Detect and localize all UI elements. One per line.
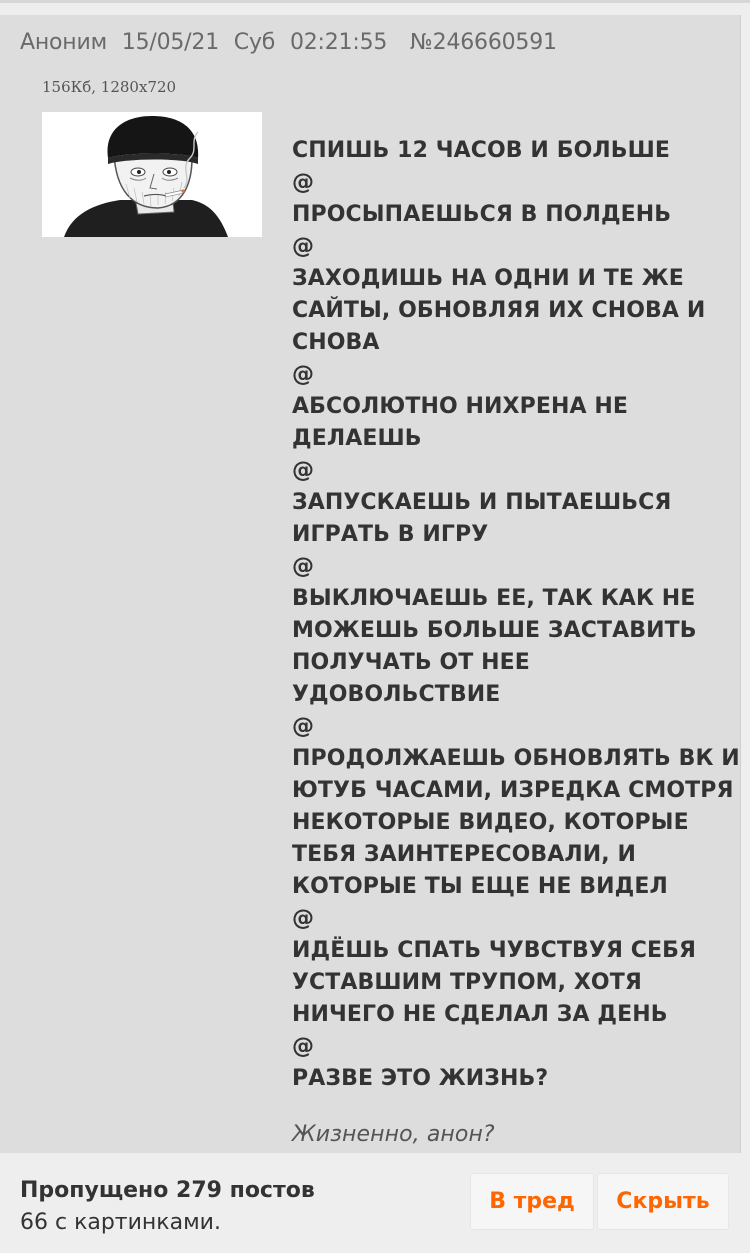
message-line: ИДЁШЬ СПАТЬ ЧУВСТВУЯ СЕБЯ: [292, 938, 697, 963]
message-line: ЗАПУСКАЕШЬ И ПЫТАЕШЬСЯ: [292, 490, 672, 515]
message-spacer: [292, 1095, 732, 1119]
message-line: НЕКОТОРЫЕ ВИДЕО, КОТОРЫЕ: [292, 810, 689, 835]
message-line: УСТАВШИМ ТРУПОМ, ХОТЯ: [292, 970, 642, 995]
message-line: МОЖЕШЬ БОЛЬШЕ ЗАСТАВИТЬ: [292, 618, 697, 643]
message-line: ТЕБЯ ЗАИНТЕРЕСОВАЛИ, И: [292, 842, 637, 867]
message-line: СПИШЬ 12 ЧАСОВ И БОЛЬШЕ: [292, 138, 671, 163]
message-line: @: [292, 714, 315, 739]
post-header: [20, 30, 557, 55]
omitted-posts-count: Пропущено 279 постов: [20, 1178, 315, 1203]
file-info: 156Кб, 1280x720: [42, 78, 177, 96]
message-line: САЙТЫ, ОБНОВЛЯЯ ИХ СНОВА И: [292, 298, 706, 323]
message-line: ИГРАТЬ В ИГРУ: [292, 522, 489, 547]
message-line: @: [292, 1034, 315, 1059]
post-date: 15/05/21: [121, 30, 219, 55]
omitted-summary: [20, 1175, 315, 1239]
message-line: @: [292, 458, 315, 483]
message-line: ВЫКЛЮЧАЕШЬ ЕЕ, ТАК КАК НЕ: [292, 586, 696, 611]
message-line: КОТОРЫЕ ТЫ ЕЩЕ НЕ ВИДЕЛ: [292, 874, 668, 899]
message-line: ЮТУБ ЧАСАМИ, ИЗРЕДКА СМОТРЯ: [292, 778, 734, 803]
thread-op-post: [0, 15, 741, 1153]
message-line: @: [292, 554, 315, 579]
message-line: ДЕЛАЕШЬ: [292, 426, 422, 451]
message-line: ПРОДОЛЖАЕШЬ ОБНОВЛЯТЬ ВК И: [292, 746, 740, 771]
message-closing-line: Жизненно, анон?: [292, 1122, 495, 1147]
message-line: АБСОЛЮТНО НИХРЕНА НЕ: [292, 394, 628, 419]
omitted-images-count: 66 с картинками.: [20, 1210, 221, 1235]
message-line: ПРОСЫПАЕШЬСЯ В ПОЛДЕНЬ: [292, 202, 672, 227]
thread-footer: [0, 1153, 750, 1253]
post-number-link[interactable]: №246660591: [409, 30, 557, 55]
message-line: @: [292, 362, 315, 387]
message-line: @: [292, 234, 315, 259]
post-author: Аноним: [20, 30, 107, 55]
message-line: НИЧЕГО НЕ СДЕЛАЛ ЗА ДЕНЬ: [292, 1002, 668, 1027]
message-line: @: [292, 170, 315, 195]
message-line: @: [292, 906, 315, 931]
post-weekday: Суб: [233, 30, 276, 55]
message-line: РАЗВЕ ЭТО ЖИЗНЬ?: [292, 1066, 549, 1091]
to-thread-button[interactable]: В тред: [470, 1173, 594, 1230]
hide-thread-button[interactable]: Скрыть: [597, 1173, 729, 1230]
message-line: ПОЛУЧАТЬ ОТ НЕЕ: [292, 650, 530, 675]
message-line: УДОВОЛЬСТВИЕ: [292, 682, 501, 707]
post-message: [292, 135, 740, 1151]
post-time: 02:21:55: [289, 30, 388, 55]
message-line: ЗАХОДИШЬ НА ОДНИ И ТЕ ЖЕ: [292, 266, 684, 291]
message-line: СНОВА: [292, 330, 380, 355]
doomer-wojak-image[interactable]: [42, 112, 262, 237]
top-divider: [0, 0, 750, 3]
